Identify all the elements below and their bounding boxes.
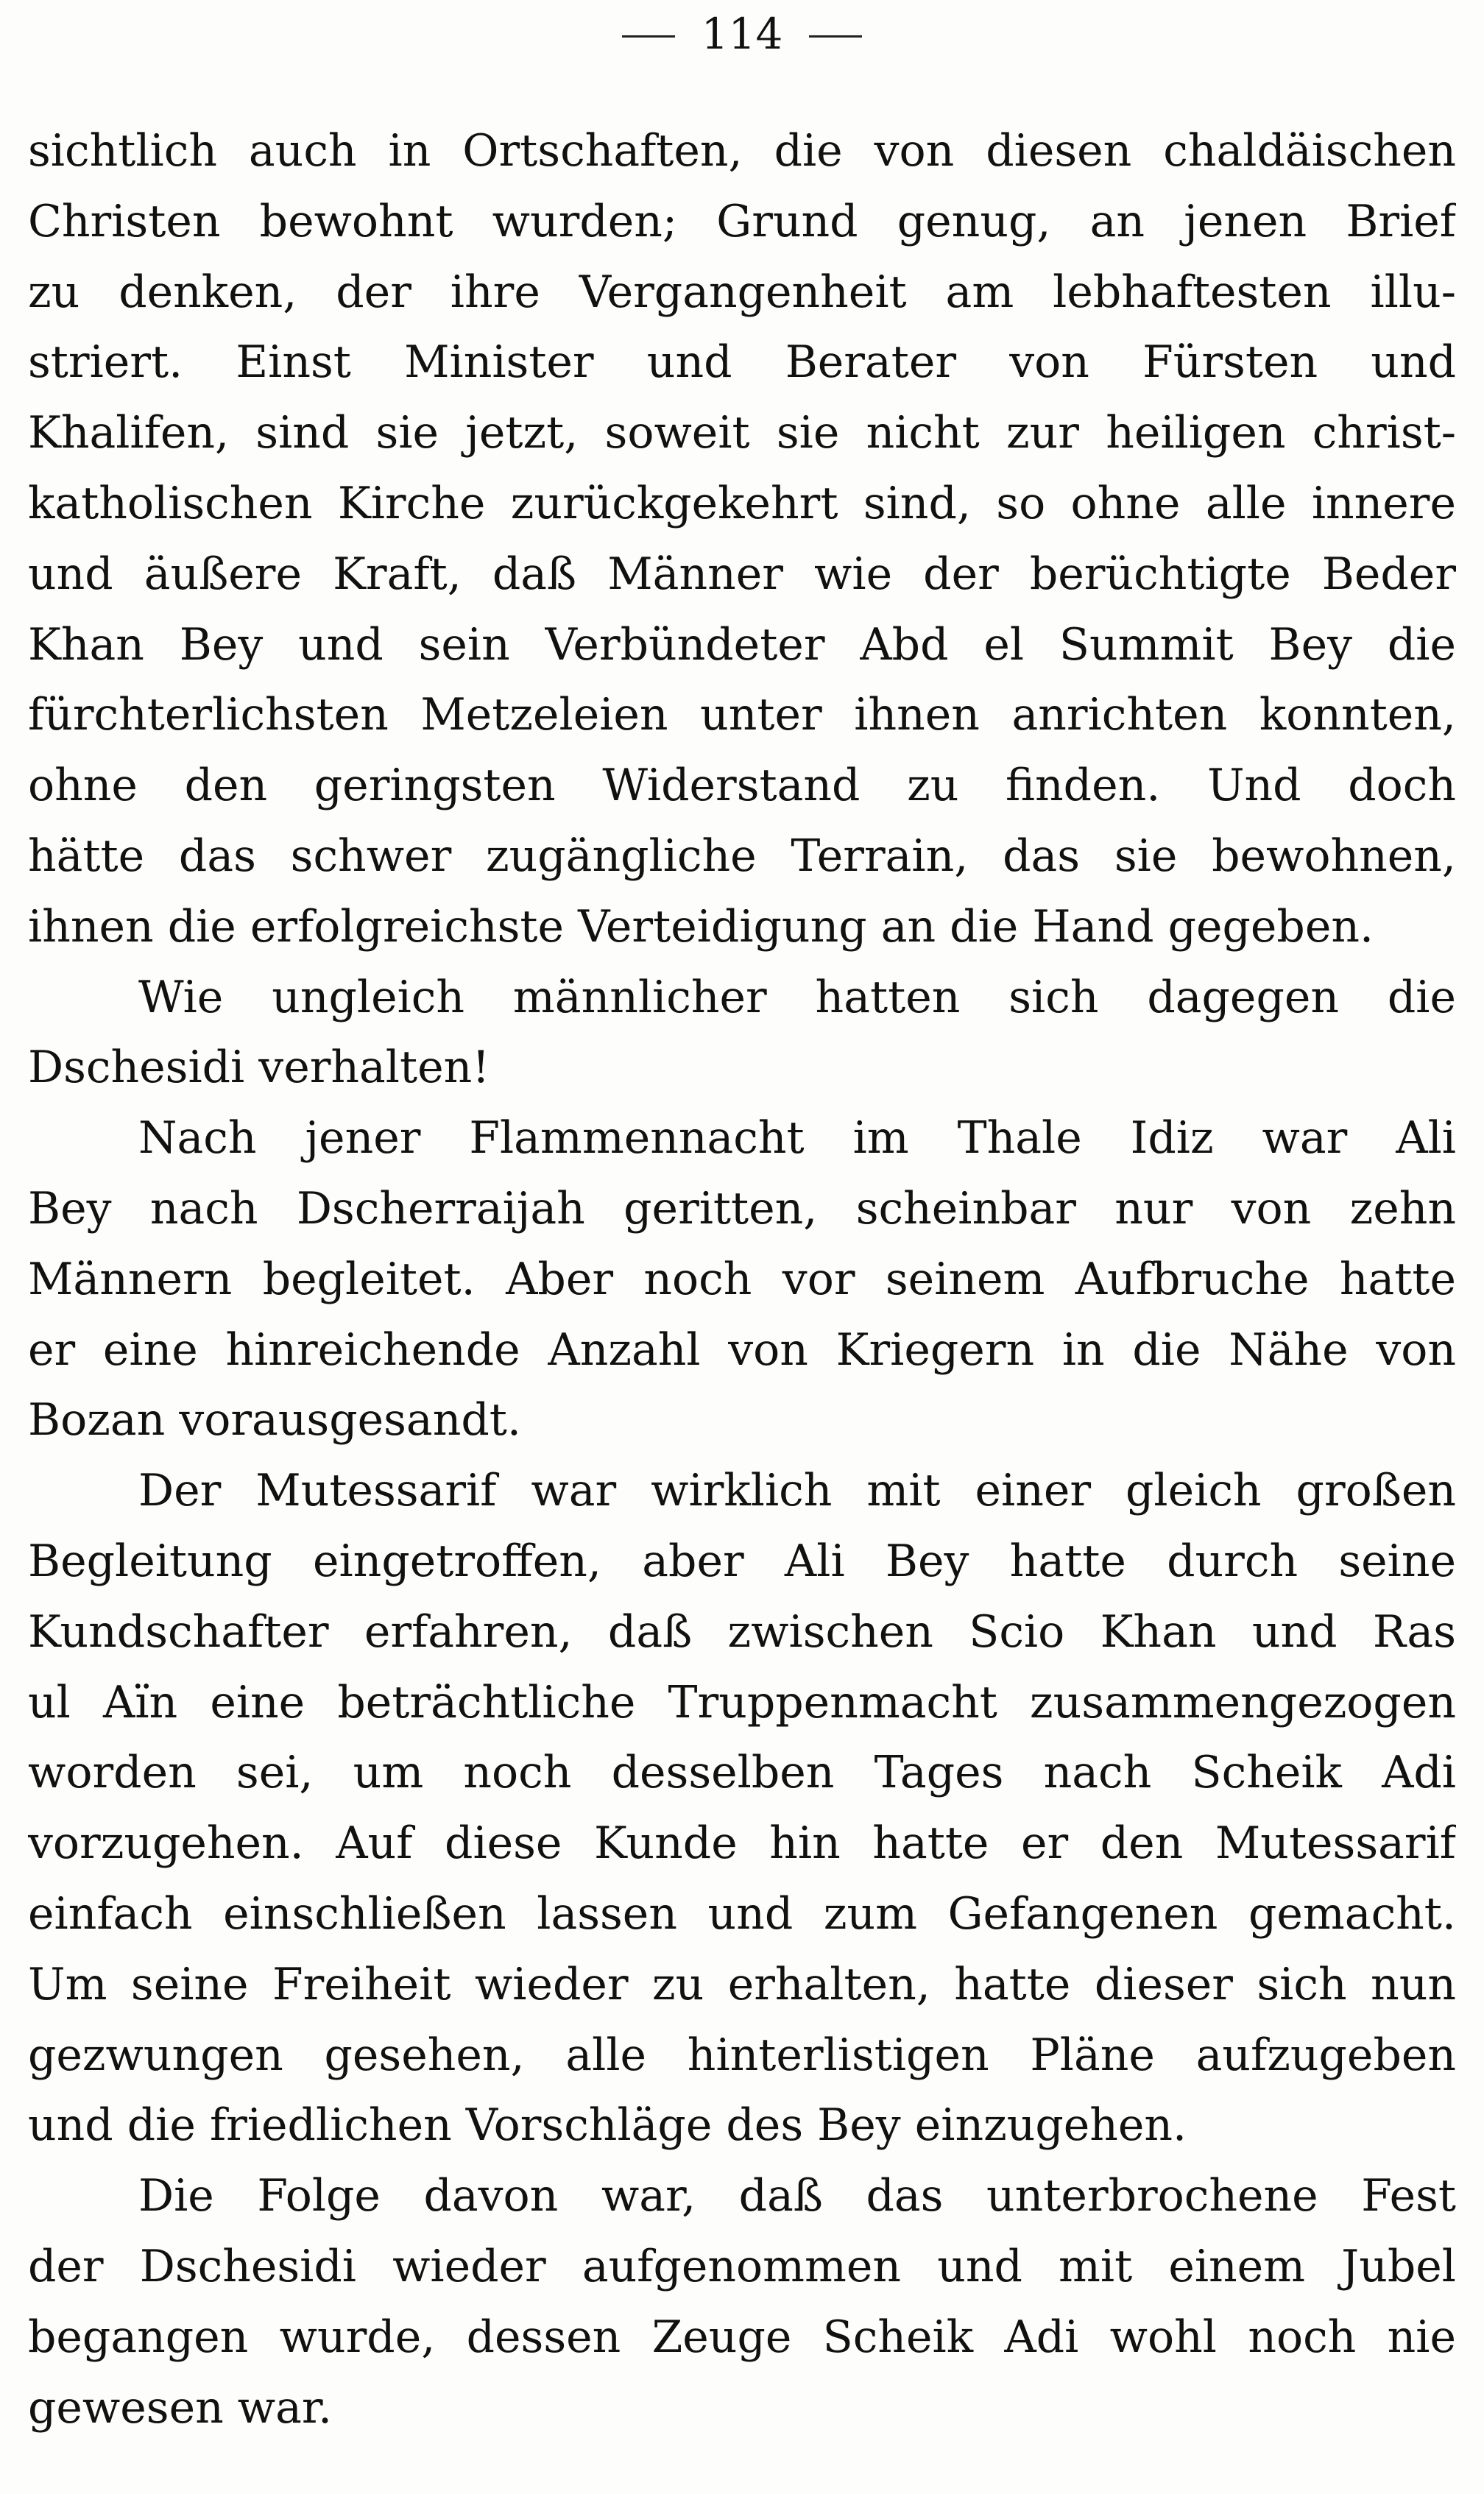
text-line: Die Folge davon war, daß das unterbrochene Fest	[138, 2170, 1456, 2222]
header-dash-right	[809, 35, 862, 38]
text-line: und die friedlichen Vorschläge des Bey einzugehen.	[28, 2099, 1187, 2152]
page-number: 114	[701, 9, 783, 59]
text-line: Bozan vorausgesandt.	[28, 1394, 521, 1446]
text-line: ul Aïn eine beträchtliche Truppenmacht zusammengezogen	[28, 1676, 1456, 1728]
text-line: begangen wurde, dessen Zeuge Scheik Adi wohl noch nie	[28, 2311, 1456, 2363]
text-line: ihnen die erfolgreichste Verteidigung an die Hand gegeben.	[28, 900, 1374, 953]
text-line: worden sei, um noch desselben Tages nach Scheik Adi	[28, 1747, 1456, 1799]
page-header	[0, 4, 1484, 63]
text-line: Kundschafter erfahren, daß zwischen Scio Khan und Ras	[28, 1605, 1456, 1658]
text-line: Der Mutessarif war wirklich mit einer gleich großen	[138, 1465, 1456, 1517]
text-line: Männern begleitet. Aber noch vor seinem Aufbruche hatte	[28, 1253, 1456, 1305]
text-line: gezwungen gesehen, alle hinterlistigen Pläne aufzugeben	[28, 2029, 1456, 2081]
text-line: Um seine Freiheit wieder zu erhalten, hatte dieser sich nun	[28, 1958, 1456, 2010]
text-line: gewesen war.	[28, 2381, 333, 2434]
page-body-text	[28, 116, 1456, 2443]
text-line: Bey nach Dscherraijah geritten, scheinbar nur von zehn	[28, 1182, 1456, 1234]
text-line: katholischen Kirche zurückgekehrt sind, so ohne alle innere	[28, 477, 1456, 529]
text-line: der Dschesidi wieder aufgenommen und mit einem Jubel	[28, 2240, 1456, 2292]
text-line: Khan Bey und sein Verbündeter Abd el Summit Bey die	[28, 618, 1456, 671]
text-line: striert. Einst Minister und Berater von Fürsten und	[28, 336, 1456, 389]
text-line: Nach jener Flammennacht im Thale Idiz war Ali	[138, 1112, 1456, 1165]
text-line: und äußere Kraft, daß Männer wie der berüchtigte Beder	[28, 548, 1456, 600]
text-line: fürchterlichsten Metzeleien unter ihnen anrichten konnten,	[28, 689, 1456, 741]
header-dash-left	[622, 35, 675, 38]
text-line: Dschesidi verhalten!	[28, 1042, 490, 1094]
text-line: Wie ungleich männlicher hatten sich dagegen die	[138, 971, 1456, 1023]
text-line: Khalifen, sind sie jetzt, soweit sie nicht zur heiligen christ-	[28, 407, 1456, 459]
text-line: sichtlich auch in Ortschaften, die von diesen chaldäischen	[28, 125, 1456, 177]
text-line: vorzugehen. Auf diese Kunde hin hatte er den Mutessarif	[28, 1817, 1456, 1870]
text-line: ohne den geringsten Widerstand zu finden. Und doch	[28, 760, 1456, 812]
text-line: Begleitung eingetroffen, aber Ali Bey hatte durch seine	[28, 1535, 1456, 1587]
text-line: Christen bewohnt wurden; Grund genug, an jenen Brief	[28, 195, 1456, 247]
text-line: einfach einschließen lassen und zum Gefangenen gemacht.	[28, 1887, 1456, 1940]
text-line: zu denken, der ihre Vergangenheit am lebhaftesten illu-	[28, 266, 1456, 318]
text-line: er eine hinreichende Anzahl von Kriegern in die Nähe von	[28, 1324, 1456, 1376]
text-line: hätte das schwer zugängliche Terrain, das sie bewohnen,	[28, 830, 1456, 882]
